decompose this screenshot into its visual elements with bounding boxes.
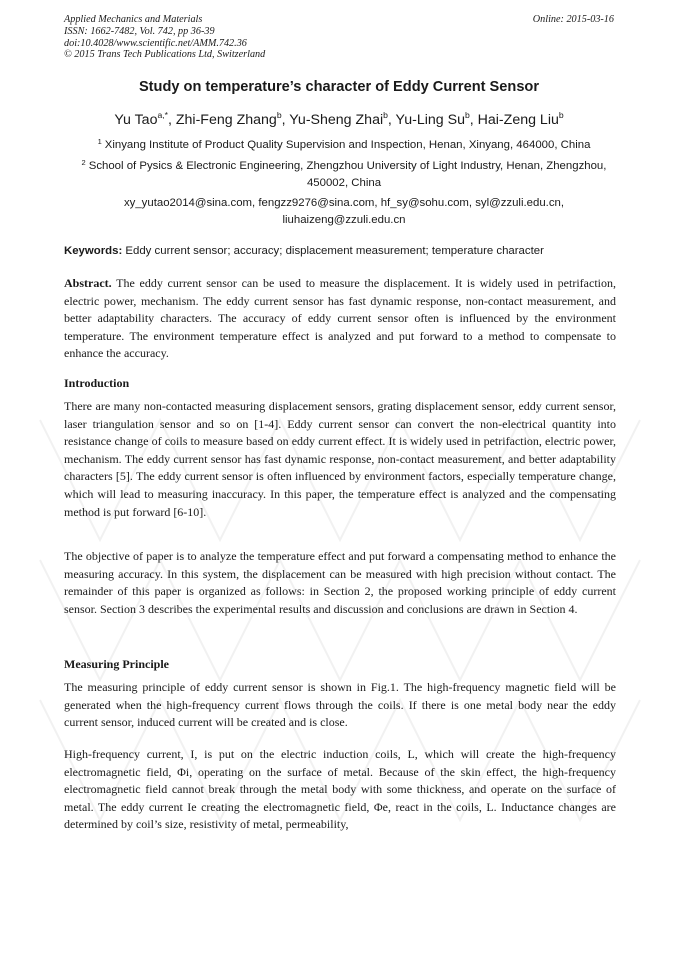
affiliation-2 [70,158,618,191]
journal-header [64,14,265,61]
author-separator: , [281,112,290,128]
principle-paragraph-2: High-frequency current, I, is put on the electric induction coils, L, which will create the high-frequency electromagnetic field, Φi, operating on the surface of metal. Because of the skin effect, the high-frequency electromagnetic field cannot break through the metal body with some thickness, and operate on the surface of metal. The eddy current Ie creating the electromagnetic field, Φe, react in the coils, L. Inductance changes are determined by coil’s size, resistivity of metal, permeability, [64,747,616,832]
introduction-paragraph-1: There are many non-contacted measuring displacement sensors, grating displacement sensor, eddy current sensor, laser triangulation sensor and so on [1-4]. Eddy current sensor can convert the non-electrical quantity into resistance change of coils to measure based on eddy current effect. It is widely used in petrifaction, electric power, mechanism. The eddy current sensor has fast dynamic response, non-contact measurement, and better adaptability characters [5]. The eddy current sensor is often influenced by environment factors, especially temperature change, which will lead to measuring inaccuracy. In this paper, the temperature effect is analyzed and the compensating method is put forward [6-10]. [64,399,616,519]
affiliation-number: 2 [81,158,86,167]
abstract-paragraph [64,275,616,363]
abstract-text: The eddy current sensor can be used to measure the displacement. It is widely used in petrifaction, electric power, mechanism. The eddy current sensor has fast dynamic response, non-contact measurement, and better adaptability characters. The accuracy of eddy current sensor often is influenced by the environment temperature. The environment temperature effect is analyzed and put forward to a method to compensate to enhance the accuracy. [64,276,616,361]
author-separator: , [167,112,176,128]
online-date: Online: 2015-03-16 [532,14,614,25]
principle-paragraph-1: The measuring principle of eddy current sensor is shown in Fig.1. The high-frequency magnetic field will be generated when the high-frequency current flows through the coils. If there is one metal body near the eddy current sensor, induced current will be created and is close. [64,680,616,730]
section-heading-principle: Measuring Principle [64,657,169,671]
keywords-text: Eddy current sensor; accuracy; displacement measurement; temperature character [125,245,544,257]
section-heading-introduction: Introduction [64,376,130,390]
author-superscript: b [383,110,388,120]
author-separator: , [469,112,478,128]
affiliation-number: 1 [97,137,102,146]
author-superscript: a,* [157,110,168,120]
abstract-label: Abstract. [64,276,112,290]
keywords-label: Keywords: [64,245,123,257]
keywords-line [64,245,616,257]
author-superscript: b [464,110,470,120]
author-name: Yu-Sheng Zhai [289,112,384,128]
affiliation-text: School of Pysics & Electronic Engineering, Zhengzhou University of Light Industry, Henan, Zhengzhou, 450002, China [88,160,607,189]
author-list [0,112,678,128]
author-emails: xy_yutao2014@sina.com, fengzz9276@sina.com, hf_sy@sohu.com, syl@zzuli.edu.cn, liuhaizeng@zzuli.edu.cn [123,197,565,226]
issn-line: ISSN: 1662-7482, Vol. 742, pp 36-39 [64,25,215,37]
author-name: Hai-Zeng Liu [477,112,559,128]
paper-title: Study on temperature’s character of Eddy Current Sensor [138,79,540,95]
author-name: Zhi-Feng Zhang [175,112,277,128]
author-name: Yu Tao [114,112,158,128]
introduction-paragraph-2: The objective of paper is to analyze the temperature effect and put forward a compensating method to enhance the measuring accuracy. In this system, the displacement can be measured with high precision without contact. The remainder of this paper is organized as follows: in Section 2, the proposed working principle of eddy current sensor. Section 3 describes the experimental results and discussion and conclusions are drawn in Section 4. [64,549,616,616]
affiliation-text: Xinyang Institute of Product Quality Supervision and Inspection, Henan, Xinyang, 464000, China [104,139,591,151]
author-separator: , [387,112,396,128]
author-name: Yu-Ling Su [395,112,465,128]
copyright-line: © 2015 Trans Tech Publications Ltd, Switzerland [64,49,266,61]
journal-name: Applied Mechanics and Materials [64,14,203,25]
affiliation-1 [70,137,618,154]
author-superscript: b [558,110,564,120]
author-superscript: b [276,110,282,120]
doi-line: doi:10.4028/www.scientific.net/AMM.742.36 [64,37,247,49]
